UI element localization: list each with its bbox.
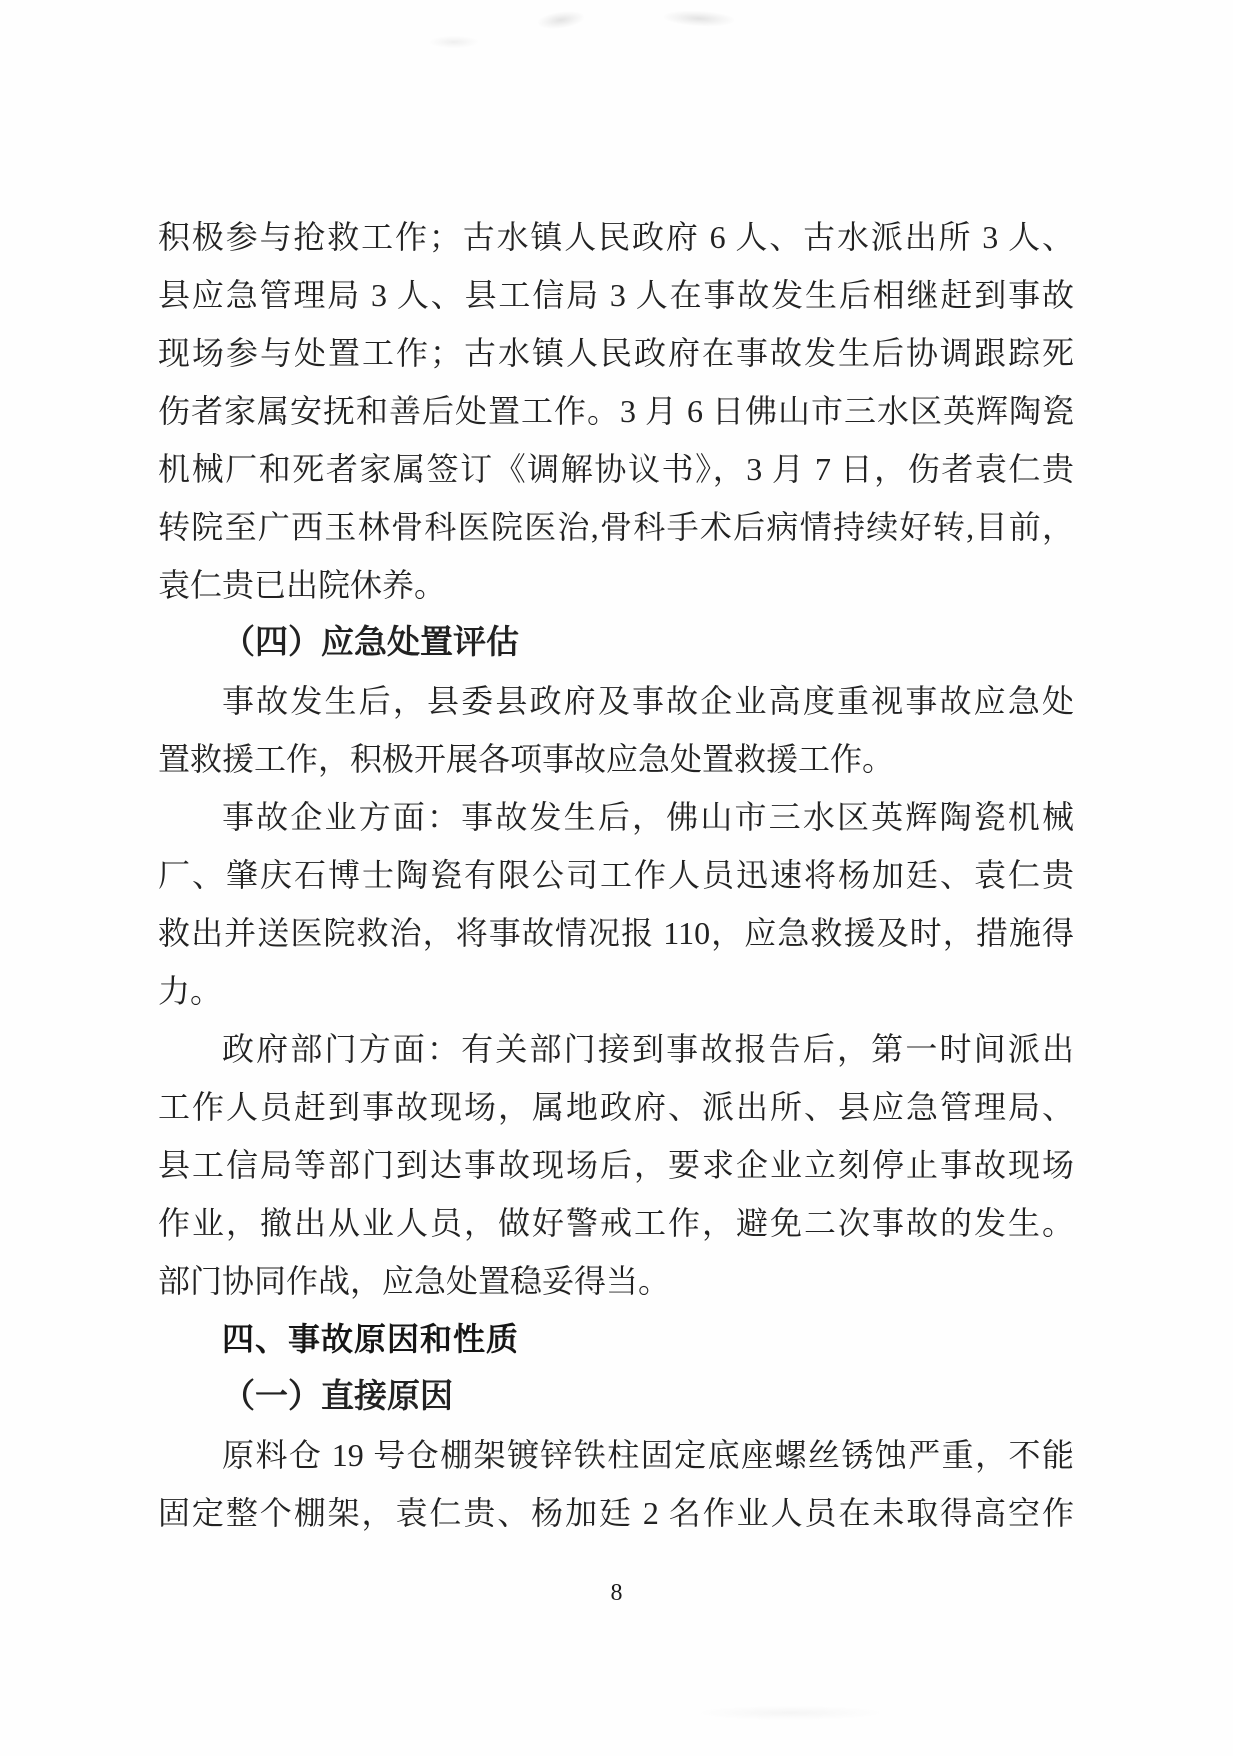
chapter-heading-accident-cause-and-nature: 四、事故原因和性质 bbox=[222, 1321, 520, 1357]
body-line-paragraph-end: 袁仁贵已出院休养。 bbox=[158, 567, 447, 603]
body-line: 工作人员赶到事故现场，属地政府、派出所、县应急管理局、 bbox=[158, 1089, 1074, 1125]
scan-smudge bbox=[430, 36, 478, 48]
body-line: 转院至广西玉林骨科医院医治,骨科手术后病情持续好转,目前， bbox=[158, 509, 1074, 545]
body-line: 积极参与抢救工作；古水镇人民政府 6 人、古水派出所 3 人、 bbox=[158, 219, 1074, 255]
body-line-paragraph-end: 部门协同作战，应急处置稳妥得当。 bbox=[158, 1263, 671, 1299]
body-line-paragraph-end: 置救援工作，积极开展各项事故应急处置救援工作。 bbox=[158, 741, 895, 777]
body-line: 现场参与处置工作；古水镇人民政府在事故发生后协调跟踪死 bbox=[158, 335, 1074, 371]
scan-smudge bbox=[537, 9, 585, 31]
body-line: 固定整个棚架，袁仁贵、杨加廷 2 名作业人员在未取得高空作 bbox=[158, 1495, 1074, 1531]
scan-smudge bbox=[664, 9, 735, 28]
body-line: 县工信局等部门到达事故现场后，要求企业立刻停止事故现场 bbox=[158, 1147, 1074, 1183]
body-line-paragraph-start: 原料仓 19 号仓棚架镀锌铁柱固定底座螺丝锈蚀严重，不能 bbox=[222, 1437, 1074, 1473]
body-line: 救出并送医院救治，将事故情况报 110，应急救援及时，措施得 bbox=[158, 915, 1074, 951]
body-line: 机械厂和死者家属签订《调解协议书》，3 月 7 日，伤者袁仁贵 bbox=[158, 451, 1074, 487]
section-heading-direct-cause: （一）直接原因 bbox=[222, 1379, 453, 1415]
body-line: 厂、肇庆石博士陶瓷有限公司工作人员迅速将杨加廷、袁仁贵 bbox=[158, 857, 1074, 893]
body-line-paragraph-start: 事故企业方面：事故发生后，佛山市三水区英辉陶瓷机械 bbox=[222, 799, 1074, 835]
body-line-paragraph-start: 事故发生后，县委县政府及事故企业高度重视事故应急处 bbox=[222, 683, 1074, 719]
body-line: 作业，撤出从业人员，做好警戒工作，避免二次事故的发生。 bbox=[158, 1205, 1074, 1241]
body-line-paragraph-end: 力。 bbox=[158, 973, 223, 1009]
body-line-paragraph-start: 政府部门方面：有关部门接到事故报告后，第一时间派出 bbox=[222, 1031, 1074, 1067]
body-line: 县应急管理局 3 人、县工信局 3 人在事故发生后相继赶到事故 bbox=[158, 277, 1074, 313]
page-body bbox=[158, 208, 1074, 1542]
body-line: 伤者家属安抚和善后处置工作。3 月 6 日佛山市三水区英辉陶瓷 bbox=[158, 393, 1074, 429]
page-number: 8 bbox=[610, 1580, 623, 1606]
section-heading-emergency-response-evaluation: （四）应急处置评估 bbox=[222, 625, 519, 661]
scan-smudge bbox=[700, 1706, 880, 1720]
